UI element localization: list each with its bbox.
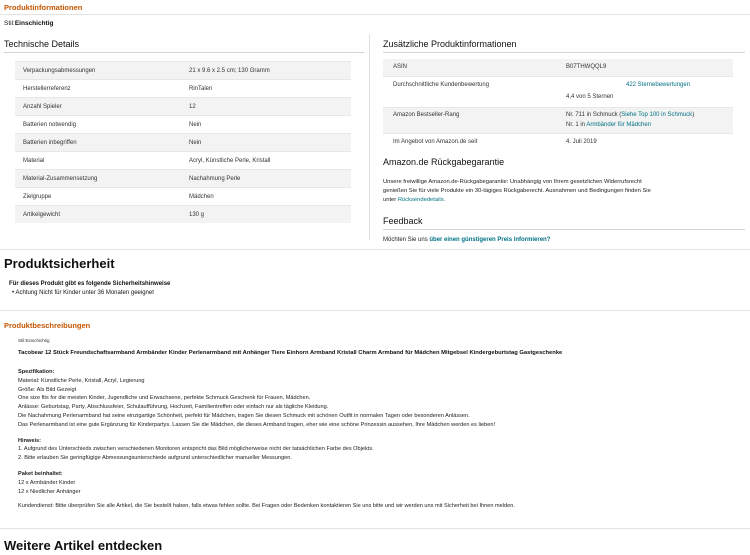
spec-line: Anlässe: Geburtstag, Party, Abschlussfeier, Schulaufführung, Hochzeit, Familientreffen oder einfach nur als tägliche Kleidung.: [18, 404, 329, 411]
row-label: Batterien inbegriffen: [15, 134, 181, 152]
divider: [4, 52, 364, 53]
rank-line-2: [566, 122, 651, 128]
row-value: Nein: [181, 134, 351, 152]
feedback-title: Feedback: [383, 216, 423, 226]
row-label: Batterien notwendig: [15, 116, 181, 134]
customer-service-text: Kundendienst: Bitte überprüfen Sie alle Artikel, die Sie bestellt haben, falls etwas fehlen sollte. Bei Fragen oder Bedenken kontaktieren Sie uns bitte und wir werden uns mit Sicherheit bei Ihnen melden.: [18, 503, 515, 510]
table-row: [15, 80, 351, 98]
table-row: [15, 206, 351, 224]
table-row: [15, 98, 351, 116]
row-label: Material: [15, 152, 181, 170]
spec-line: One size fits for die meisten Kinder, Jugendliche und Erwachsene, perfekte Schmuck Geschenk für Frauen, Mädchen.: [18, 395, 311, 402]
table-row: [15, 134, 351, 152]
table-row: [15, 188, 351, 206]
tech-details-title: Technische Details: [4, 39, 80, 49]
safety-bullet-text: Achtung Nicht für Kinder unter 36 Monaten geeignet: [15, 290, 154, 296]
additional-info-title: Zusätzliche Produktinformationen: [383, 39, 517, 49]
guarantee-line-1: Unsere freiwillige Amazon.de-Rückgabegarantie: Unabhängig von Ihrem gesetzlichen Widerrufsrecht: [383, 179, 642, 185]
hint-title: Hinweis:: [18, 437, 42, 444]
row-value: 21 x 9.6 x 2.5 cm; 130 Gramm: [181, 62, 351, 80]
return-guarantee-text: [383, 178, 745, 205]
return-details-link[interactable]: Rücksendedetails: [397, 197, 444, 203]
table-row: [383, 76, 733, 108]
row-value: Nein: [181, 116, 351, 134]
package-line: 12 x Niedlicher Anhänger: [18, 488, 81, 495]
table-row: [15, 170, 351, 188]
safety-subtitle: Für dieses Produkt gibt es folgende Sicherheitshinweise: [9, 281, 171, 287]
table-row: [383, 59, 733, 76]
date-label: Im Angebot von Amazon.de seit: [393, 139, 478, 145]
feedback-prefix: Möchten Sie uns: [383, 237, 430, 243]
guarantee-line-3: [383, 196, 745, 205]
style-value: Einschichtig: [14, 20, 54, 27]
divider: [0, 14, 750, 15]
rank-line-1: [566, 112, 694, 118]
rating-text: 4,4 von 5 Sternen: [566, 94, 614, 100]
spec-line: Die Nachahmung Perlenarmband hat seine einzigartige Schönheit, perfekt für Mädchen, tragen Sie diesen Schmuck mit schönen Outfit in normalen Tagen oder besonderen Anlässen.: [18, 412, 470, 419]
table-row: [383, 107, 733, 134]
date-value: 4. Juli 2019: [566, 139, 597, 145]
product-safety-title: Produktsicherheit: [4, 256, 115, 271]
row-label: Herstellerreferenz: [15, 80, 181, 98]
package-title: Paket beinhaltet:: [18, 470, 63, 477]
column-divider: [369, 34, 370, 240]
rank-label: Amazon Bestseller-Rang: [393, 112, 460, 118]
row-value: 130 g: [181, 206, 351, 224]
more-items-title: Weitere Artikel entdecken: [4, 538, 163, 553]
asin-value: B07THWQQL9: [566, 64, 607, 70]
description-headline: Tacobear 12 Stück Freundschaftsarmband Armbänder Kinder Perlenarmband mit Anhänger Tiere Einhorn Armband Kristall Charm Armband für Mädchen Mitgebsel Kindergeburtstag Gastgeschenke: [18, 350, 563, 356]
row-label: Verpackungsabmessungen: [15, 62, 181, 80]
divider: [383, 52, 745, 53]
spec-line: Größe: Als Bild Gezeigt: [18, 386, 77, 393]
guarantee-line-3-suffix: .: [443, 197, 446, 203]
guarantee-line-2: genießen Sie für viele Produkte ein 30-tägiges Rückgaberecht. Ausnahmen und Bedingungen finden Sie: [383, 188, 651, 194]
row-value: 12: [181, 98, 351, 116]
spec-title: Spezifikation:: [18, 369, 55, 375]
row-label: Anzahl Spieler: [15, 98, 181, 116]
top100-jewelry-link[interactable]: Siehe Top 100 in Schmuck: [621, 112, 693, 118]
hint-line: 2. Bitte erlauben Sie geringfügige Abmessungsunterschiede aufgrund unterschiedlicher manueller Messungen.: [18, 455, 292, 462]
rating-label: Durchschnittliche Kundenbewertung: [393, 82, 490, 88]
asin-label: ASIN: [393, 64, 408, 70]
row-value: Mädchen: [181, 188, 351, 206]
return-guarantee-title: Amazon.de Rückgabegarantie: [383, 157, 505, 167]
spec-line: Material: Künstliche Perle, Kristall, Acryl, Legierung: [18, 377, 145, 384]
table-row: [15, 152, 351, 170]
package-line: 12 x Armbänder Kinder: [18, 479, 76, 486]
spec-line: Das Perlenarmband ist eine gute Ergänzung für Kinderpartys. Lassen Sie die Mädchen, die dieses Armband tragen, eher wie eine schöne Prinzessin aussehen, Ihre Mädchen werden es lieben!: [18, 421, 495, 428]
rank-line-1-prefix: Nr. 711 in Schmuck (: [566, 112, 622, 118]
bracelets-girls-link[interactable]: Armbänder für Mädchen: [586, 122, 652, 128]
style-label: Stil:: [4, 20, 15, 27]
row-value: Nachahmung Perle: [181, 170, 351, 188]
guarantee-line-3-prefix: unter: [383, 197, 398, 203]
row-label: Artikelgewicht: [15, 206, 181, 224]
style-line: [4, 20, 54, 27]
safety-bullet: [12, 290, 154, 296]
row-label: Zielgruppe: [15, 188, 181, 206]
product-info-title: Produktinformationen: [4, 3, 83, 12]
divider: [0, 528, 750, 529]
rank-line-2-prefix: Nr. 1 in: [566, 122, 587, 128]
table-row: [15, 62, 351, 80]
additional-info-table: [383, 59, 733, 150]
table-row: [383, 133, 733, 151]
row-value: Acryl, Künstliche Perle, Kristall: [181, 152, 351, 170]
table-row: [15, 116, 351, 134]
description-style: Stil:Einschichtig: [18, 338, 50, 343]
row-label: Material-Zusammensetzung: [15, 170, 181, 188]
tech-details-table: [15, 61, 351, 223]
rank-line-1-suffix: ): [692, 112, 695, 118]
description-title: Produktbeschreibungen: [4, 321, 91, 330]
row-value: RinTalen: [181, 80, 351, 98]
divider: [383, 229, 745, 230]
feedback-line: [383, 237, 550, 243]
hint-line: 1. Aufgrund des Unterschieds zwischen verschiedenen Monitoren entspricht das Bild möglicherweise nicht der tatsächlichen Farbe des Objekts.: [18, 446, 374, 453]
cheaper-price-link[interactable]: über einen günstigeren Preis informieren?: [429, 237, 551, 243]
divider: [0, 249, 750, 250]
ratings-count-link[interactable]: 422 Sternebewertungen: [626, 82, 691, 88]
bullet-icon: •: [12, 290, 15, 296]
description-body: [18, 368, 515, 511]
divider: [0, 310, 750, 311]
